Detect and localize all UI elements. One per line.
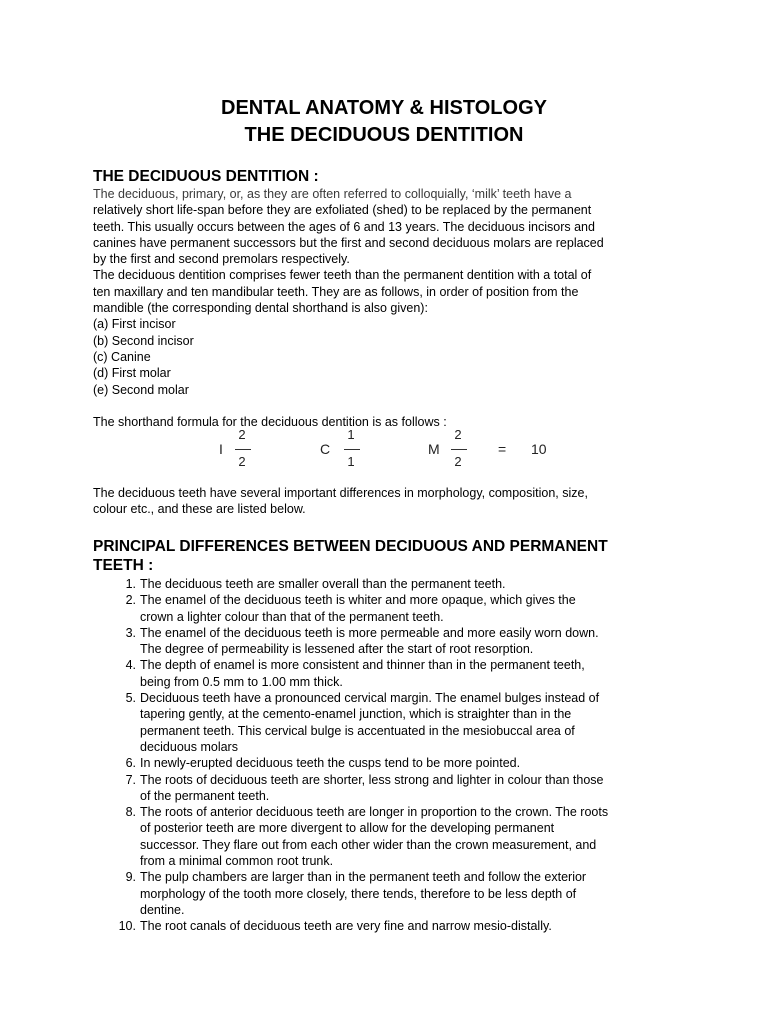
heading-line: PRINCIPAL DIFFERENCES BETWEEN DECIDUOUS AND PERMANENT bbox=[93, 538, 608, 555]
list-item-line: The depth of enamel is more consistent and thinner than in the permanent teeth, bbox=[140, 658, 585, 673]
formula-letter: I bbox=[219, 441, 223, 457]
list-item-line: The roots of anterior deciduous teeth are longer in proportion to the crown. The roots bbox=[140, 805, 609, 820]
teeth-list-item: (e) Second molar bbox=[93, 382, 189, 397]
list-item bbox=[112, 576, 672, 592]
paragraph-line: The deciduous teeth have several important differences in morphology, composition, size, bbox=[93, 486, 588, 500]
differences-list bbox=[112, 576, 672, 935]
list-item-line: being from 0.5 mm to 1.00 mm thick. bbox=[140, 674, 343, 689]
paragraph-line: colour etc., and these are listed below. bbox=[93, 502, 306, 517]
list-item-line: The deciduous teeth are smaller overall than the permanent teeth. bbox=[140, 577, 506, 591]
dental-formula bbox=[215, 427, 575, 473]
paragraph-line: by the first and second premolars respectively. bbox=[93, 252, 350, 267]
section-heading-principal-differences bbox=[93, 537, 608, 575]
paragraph-line: ten maxillary and ten mandibular teeth. They are as follows, in order of position from the bbox=[93, 284, 579, 299]
list-item-line: The pulp chambers are larger than in the permanent teeth and follow the exterior bbox=[140, 870, 587, 885]
list-item bbox=[112, 772, 672, 805]
list-item bbox=[112, 657, 672, 690]
formula-denominator: 1 bbox=[347, 454, 355, 469]
paragraph-line: mandible (the corresponding dental shorthand is also given): bbox=[93, 301, 428, 316]
list-item-line: from a minimal common root trunk. bbox=[140, 854, 334, 869]
formula-equals: = bbox=[498, 441, 507, 457]
list-item-text bbox=[140, 657, 672, 690]
list-item-line: of posterior teeth are more divergent to allow for the developing permanent bbox=[140, 821, 555, 836]
list-item bbox=[112, 869, 672, 918]
list-item-number: 3. bbox=[125, 625, 136, 640]
list-item-text bbox=[140, 625, 672, 658]
list-item-number: 10. bbox=[118, 919, 136, 934]
list-item-number: 5. bbox=[125, 691, 136, 706]
list-item-line: tapering gently, at the cemento-enamel junction, which is straighter than in the bbox=[140, 707, 572, 722]
list-item-line: successor. They flare out from each other wider than the crown measurement, and bbox=[140, 837, 597, 852]
list-item-number: 6. bbox=[125, 756, 136, 771]
list-item-text bbox=[140, 576, 672, 592]
differences-intro bbox=[93, 485, 683, 518]
list-item-line: In newly-erupted deciduous teeth the cusps tend to be more pointed. bbox=[140, 756, 521, 771]
list-item-line: The enamel of the deciduous teeth is more permeable and more easily worn down. bbox=[140, 625, 599, 640]
list-item-line: of the permanent teeth. bbox=[140, 788, 270, 803]
formula-intro: The shorthand formula for the deciduous dentition is as follows : bbox=[93, 415, 447, 429]
list-item-line: Deciduous teeth have a pronounced cervical margin. The enamel bulges instead of bbox=[140, 691, 600, 706]
list-item-text bbox=[140, 918, 672, 934]
formula-total: 10 bbox=[531, 441, 547, 457]
list-item-text bbox=[140, 869, 672, 918]
list-item bbox=[112, 918, 672, 934]
list-item-line: The roots of deciduous teeth are shorter, less strong and lighter in colour than those bbox=[140, 772, 604, 787]
section-heading-deciduous-dentition: THE DECIDUOUS DENTITION : bbox=[93, 168, 319, 185]
teeth-list-item: (a) First incisor bbox=[93, 317, 176, 332]
list-item-number: 4. bbox=[125, 658, 136, 673]
formula-numerator: 1 bbox=[347, 427, 355, 442]
teeth-list-item: (d) First molar bbox=[93, 366, 171, 381]
fraction-bar bbox=[235, 449, 251, 450]
list-item-text bbox=[140, 804, 672, 869]
list-item bbox=[112, 804, 672, 869]
list-item-number: 1. bbox=[125, 577, 136, 591]
list-item-line: dentine. bbox=[140, 902, 185, 917]
list-item bbox=[112, 755, 672, 771]
title-line-2: THE DECIDUOUS DENTITION bbox=[244, 124, 524, 146]
paragraph-line: relatively short life-span before they are exfoliated (shed) to be replaced by the permanent bbox=[93, 203, 592, 218]
list-item-number: 8. bbox=[125, 805, 136, 820]
list-item bbox=[112, 592, 672, 625]
formula-numerator: 2 bbox=[454, 427, 462, 442]
list-item-text bbox=[140, 592, 672, 625]
paragraph-line: teeth. This usually occurs between the ages of 6 and 13 years. The deciduous incisors and bbox=[93, 219, 595, 234]
list-item-line: The degree of permeability is lessened after the start of root resorption. bbox=[140, 642, 534, 657]
list-item-text bbox=[140, 772, 672, 805]
paragraph-line: canines have permanent successors but the first and second deciduous molars are replaced bbox=[93, 235, 604, 250]
list-item-line: permanent teeth. This cervical bulge is accentuated in the mesiobuccal area of bbox=[140, 723, 575, 738]
formula-letter: C bbox=[320, 441, 331, 457]
document-title bbox=[0, 95, 768, 149]
fraction-bar bbox=[451, 449, 467, 450]
paragraph-line: The deciduous dentition comprises fewer teeth than the permanent dentition with a total of bbox=[93, 268, 592, 283]
list-item bbox=[112, 690, 672, 755]
list-item-line: The enamel of the deciduous teeth is whiter and more opaque, which gives the bbox=[140, 593, 576, 608]
formula-letter: M bbox=[428, 441, 440, 457]
heading-line: TEETH : bbox=[93, 557, 154, 574]
teeth-list-item: (b) Second incisor bbox=[93, 333, 194, 348]
list-item-line: deciduous molars bbox=[140, 739, 238, 754]
list-item-number: 9. bbox=[125, 870, 136, 885]
list-item bbox=[112, 625, 672, 658]
list-item-text bbox=[140, 755, 672, 771]
list-item-text bbox=[140, 690, 672, 755]
formula-denominator: 2 bbox=[454, 454, 462, 469]
list-item-line: morphology of the tooth more closely, there tends, therefore to be less depth of bbox=[140, 886, 577, 901]
intro-paragraph bbox=[93, 186, 683, 398]
list-item-line: The root canals of deciduous teeth are very fine and narrow mesio-distally. bbox=[140, 919, 552, 934]
list-item-number: 2. bbox=[125, 593, 136, 608]
paragraph-line: The deciduous, primary, or, as they are often referred to colloquially, ‘milk’ teeth have a bbox=[93, 187, 572, 201]
formula-numerator: 2 bbox=[238, 427, 246, 442]
list-item-line: crown a lighter colour than that of the permanent teeth. bbox=[140, 609, 444, 624]
teeth-list-item: (c) Canine bbox=[93, 349, 151, 364]
title-line-1: DENTAL ANATOMY & HISTOLOGY bbox=[221, 97, 547, 119]
list-item-number: 7. bbox=[125, 772, 136, 787]
fraction-bar bbox=[344, 449, 360, 450]
formula-denominator: 2 bbox=[238, 454, 246, 469]
